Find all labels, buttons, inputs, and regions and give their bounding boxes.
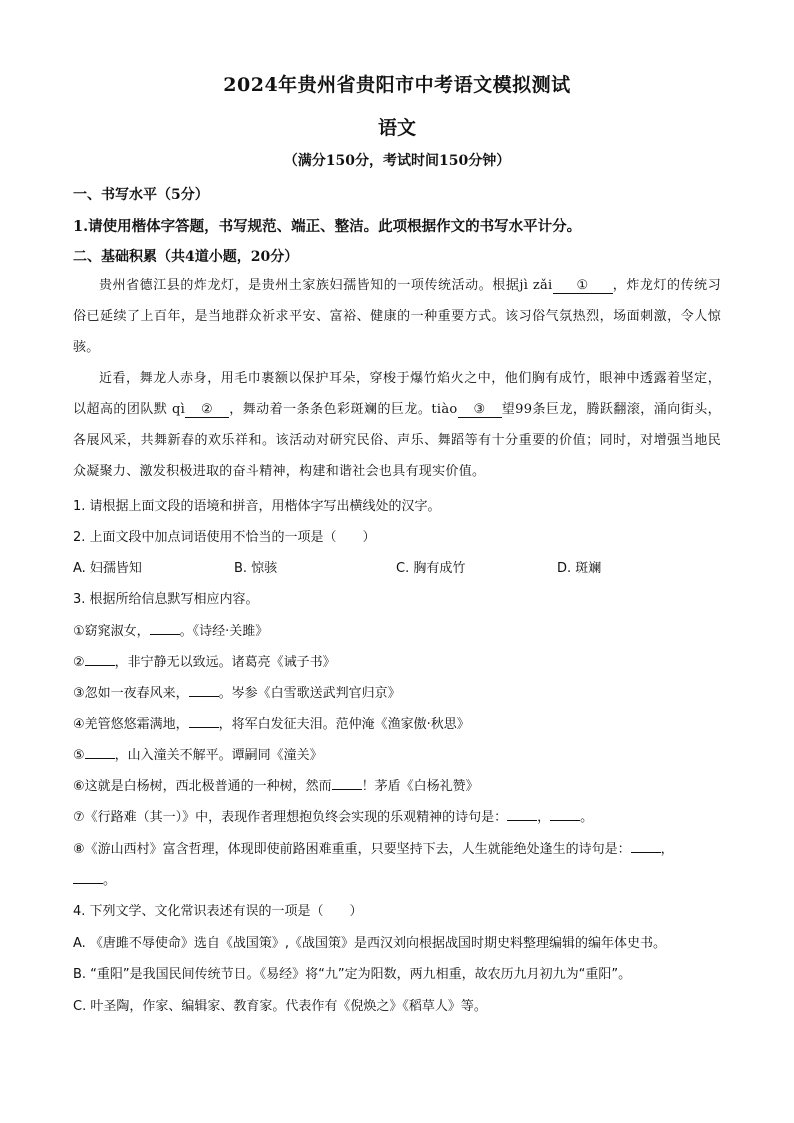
q4-option-b[interactable]: B. “重阳”是我国民间传统节日。《易经》将“九”定为阳数，两九相重，故农历九月初九为“重阳”。 (73, 967, 632, 982)
q3-text: ①窈窕淑女， (73, 624, 150, 639)
q3-text: ，将军白发征夫泪。范仲淹《渔家傲·秋思》 (218, 717, 470, 732)
q3-blank-1[interactable] (150, 634, 180, 635)
q3-text: ， (537, 810, 551, 825)
q3-item-1 (73, 620, 723, 639)
question-2: 2. 上面文段中加点词语使用不恰当的一项是（ ） (73, 530, 376, 545)
q2-option-d[interactable]: D. 斑斓 (557, 561, 602, 576)
question-1: 1. 请根据上面文段的语境和拼音，用楷体字写出横线处的汉字。 (73, 499, 441, 514)
passage-text: ，炸龙灯的传统习俗已延续了上百年，是当地群众祈求平安、富裕、健康的一种重要方式。该习俗气氛热烈，场面刺激，令人惊骇。 (73, 278, 721, 355)
q4-option-a[interactable]: A. 《唐雎不辱使命》选自《战国策》,《战国策》是西汉刘向根据战国时期史料整理编辑的编年体史书。 (73, 936, 667, 951)
q4-option-c[interactable]: C. 叶圣陶，作家、编辑家、教育家。代表作有《倪焕之》《稻草人》等。 (73, 999, 487, 1014)
q3-blank-8a[interactable] (631, 852, 661, 853)
blank-1[interactable]: ① (553, 279, 613, 294)
q3-blank-6[interactable] (332, 789, 362, 790)
section2-heading: 二、基础积累（共4道小题，20分） (73, 249, 299, 265)
section1-heading: 一、书写水平（5分） (73, 187, 209, 203)
q3-text: ② (73, 655, 85, 670)
q3-text: 。 (103, 873, 117, 888)
passage-paragraph-2 (73, 363, 721, 487)
q3-item-2 (73, 651, 723, 670)
q3-text: ⑤ (73, 748, 85, 763)
question-3: 3. 根据所给信息默写相应内容。 (73, 592, 259, 607)
q3-text: ， (660, 842, 674, 857)
question-4: 4. 下列文学、文化常识表述有误的一项是（ ） (73, 904, 363, 919)
subject-title: 语文 (377, 117, 416, 139)
passage-text: ，舞动着一条条色彩斑斓的巨龙。tiào (229, 402, 458, 417)
q3-text: ，山入潼关不解平。谭嗣同《潼关》 (114, 748, 323, 763)
q2-option-a[interactable]: A. 妇孺皆知 (73, 561, 142, 576)
q3-text: 。岑参《白雪歌送武判官归京》 (218, 686, 401, 701)
q3-item-8 (73, 838, 723, 857)
q3-text: ④羌管悠悠霜满地， (73, 717, 189, 732)
blank-2[interactable]: ② (185, 403, 229, 418)
score-note: （满分150分，考试时间150分钟） (283, 153, 511, 169)
section1-item: 1.请使用楷体字答题，书写规范、端正、整洁。此项根据作文的书写水平计分。 (73, 218, 582, 235)
q3-item-3 (73, 682, 723, 701)
passage-text: 近看，舞龙人赤身，用毛巾裹额以保护耳朵，穿梭于爆竹焰火之中，他们胸有成竹，眼神中透露着坚定，以超高的团队默 qì (73, 371, 721, 417)
blank-3[interactable]: ③ (458, 403, 502, 418)
q3-text: 。 (580, 810, 594, 825)
passage-text: 望99条巨龙，腾跃翻滚，涌向街头，各展风采，共舞新春的欢乐祥和。该活动对研究民俗、声乐、舞蹈等有十分重要的价值；同时，对增强当地民众凝聚力、激发积极进取的奋斗精神，构建和谐社会也具有现实价值。 (73, 402, 721, 479)
q3-text: ⑧《游山西村》富含哲理，体现即使前路困难重重，只要坚持下去，人生就能绝处逢生的诗句是： (73, 842, 631, 857)
q3-item-6 (73, 775, 723, 794)
q3-item-8-cont (73, 869, 723, 888)
q2-option-c[interactable]: C. 胸有成竹 (396, 561, 466, 576)
q3-blank-7a[interactable] (507, 820, 537, 821)
q3-item-4 (73, 713, 723, 732)
passage-text: 贵州省德江县的炸龙灯，是贵州土家族妇孺皆知的一项传统活动。根据jì zǎi (99, 278, 553, 293)
q3-blank-2[interactable] (85, 665, 115, 666)
q3-text: ⑥这就是白杨树，西北极普通的一种树，然而 (73, 779, 332, 794)
passage-paragraph-1 (73, 270, 721, 363)
q3-text: ⑦《行路难（其一）》中，表现作者理想抱负终会实现的乐观精神的诗句是： (73, 810, 508, 825)
q3-text: ，非宁静无以致远。诸葛亮《诫子书》 (114, 655, 336, 670)
q3-blank-5[interactable] (85, 758, 115, 759)
exam-title: 2024年贵州省贵阳市中考语文模拟测试 (223, 74, 571, 96)
q3-text: ！茅盾《白杨礼赞》 (361, 779, 479, 794)
q3-blank-7b[interactable] (550, 820, 580, 821)
q2-option-b[interactable]: B. 惊骇 (234, 561, 278, 576)
q3-text: 。《诗经·关雎》 (179, 624, 269, 639)
q3-blank-4[interactable] (189, 727, 219, 728)
q3-blank-3[interactable] (189, 696, 219, 697)
q3-text: ③忽如一夜春风来， (73, 686, 189, 701)
q3-item-7 (73, 806, 723, 825)
q3-blank-8b[interactable] (73, 883, 103, 884)
q3-item-5 (73, 744, 723, 763)
